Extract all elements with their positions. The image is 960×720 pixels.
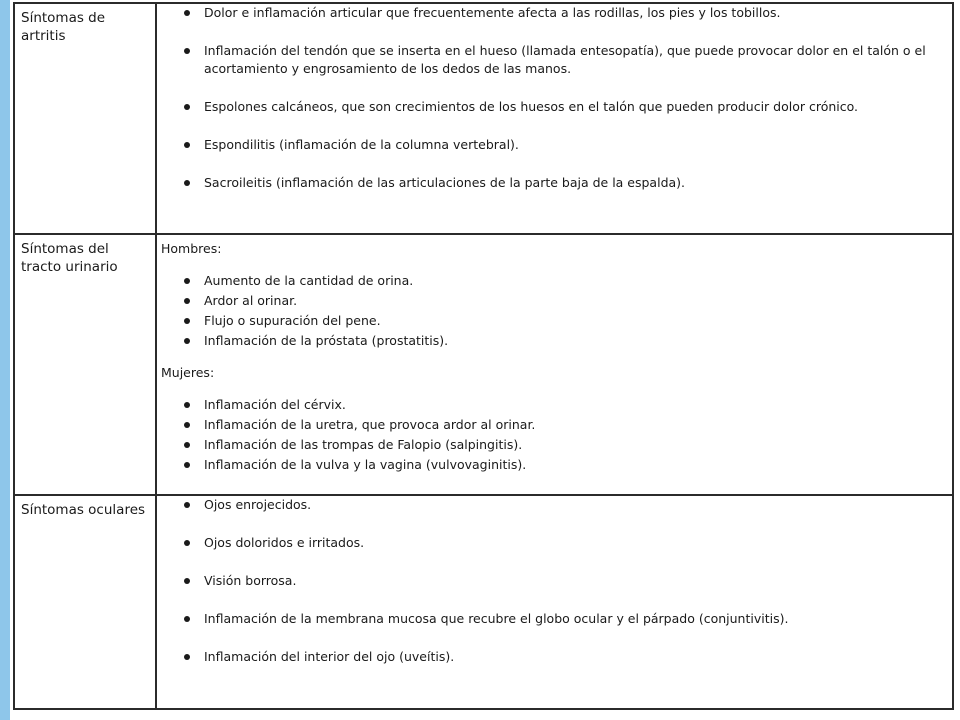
row-label: Síntomas de artritis (21, 10, 106, 44)
list-item: Dolor e inflamación articular que frecuentemente afecta a las rodillas, los pies y los tobillos. (157, 4, 952, 22)
table-row-urinary (14, 234, 953, 495)
row-label: Síntomas del tracto urinario (21, 241, 118, 275)
row-label-cell (14, 234, 156, 495)
row-content-cell (156, 3, 953, 234)
list-item: Ojos doloridos e irritados. (157, 534, 952, 552)
row-content-cell (156, 234, 953, 495)
list-item: Espolones calcáneos, que son crecimientos de los huesos en el talón que pueden producir dolor crónico. (157, 98, 952, 116)
list-item: Inflamación del cérvix. (157, 396, 952, 414)
list-item: Aumento de la cantidad de orina. (157, 272, 952, 290)
bullet-list (157, 272, 952, 350)
list-item: Inflamación de la vulva y la vagina (vulvovaginitis). (157, 456, 952, 474)
group-title: Hombres: (161, 241, 222, 256)
list-item: Visión borrosa. (157, 572, 952, 590)
symptoms-table (13, 2, 954, 710)
table-row-ocular (14, 495, 953, 709)
group-title: Mujeres: (161, 365, 215, 380)
list-item: Sacroileitis (inflamación de las articulaciones de la parte baja de la espalda). (157, 174, 952, 192)
row-label-cell (14, 3, 156, 234)
row-content-cell (156, 495, 953, 709)
bullet-list (157, 4, 952, 192)
list-item: Ojos enrojecidos. (157, 496, 952, 514)
list-item: Inflamación de la uretra, que provoca ardor al orinar. (157, 416, 952, 434)
row-label: Síntomas oculares (21, 502, 146, 518)
list-item: Ardor al orinar. (157, 292, 952, 310)
table-row-arthritis (14, 3, 953, 234)
bullet-list (157, 396, 952, 474)
list-item: Inflamación de la membrana mucosa que recubre el globo ocular y el párpado (conjuntivitis). (157, 610, 952, 628)
list-item: Inflamación de las trompas de Falopio (salpingitis). (157, 436, 952, 454)
bullet-list (157, 496, 952, 666)
list-item: Espondilitis (inflamación de la columna vertebral). (157, 136, 952, 154)
row-label-cell (14, 495, 156, 709)
list-item: Inflamación de la próstata (prostatitis). (157, 332, 952, 350)
group-men (157, 240, 952, 350)
group-women (157, 364, 952, 474)
left-accent-strip (0, 0, 10, 720)
list-item: Flujo o supuración del pene. (157, 312, 952, 330)
list-item: Inflamación del tendón que se inserta en el hueso (llamada entesopatía), que puede provocar dolor en el talón o el acortamiento y engrosamiento de los dedos de las manos. (157, 42, 952, 78)
list-item: Inflamación del interior del ojo (uveítis). (157, 648, 952, 666)
